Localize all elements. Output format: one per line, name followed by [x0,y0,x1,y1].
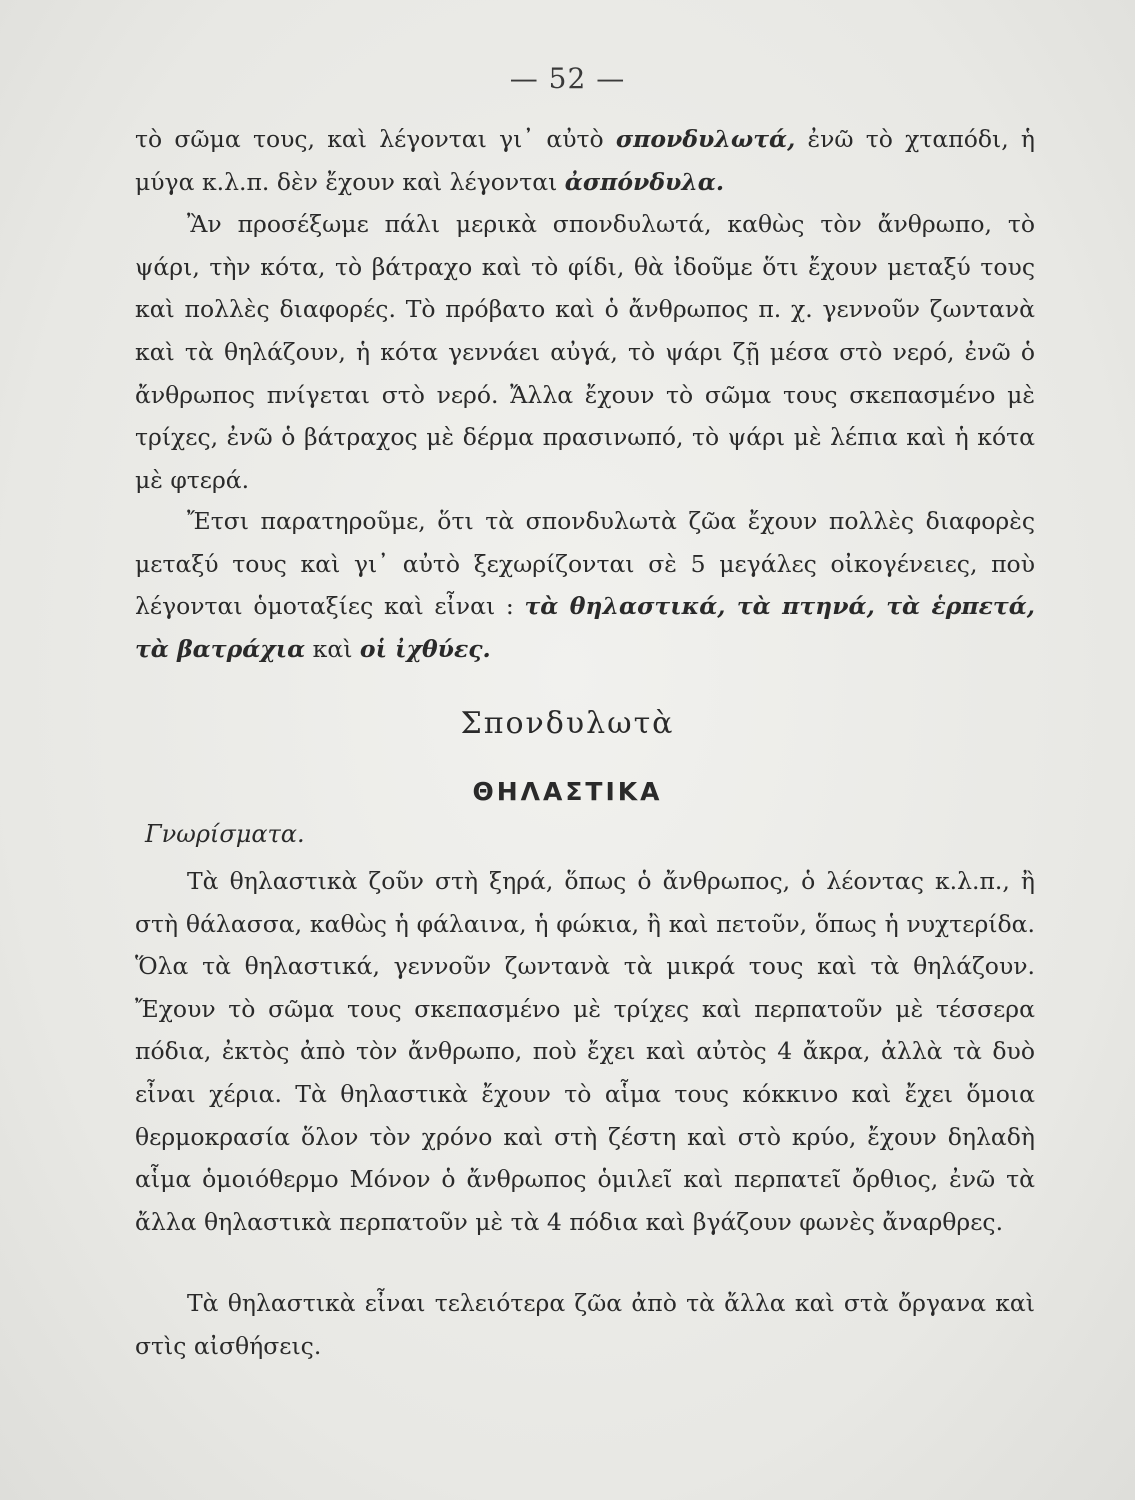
text-span: τὸ σῶμα τους, καὶ λέγονται γι᾽ αὐτὸ [135,125,616,153]
classes-paragraph [135,500,1035,670]
text-span: ἐνῶ τὸ χταπόδι, ἡ μύγα κ.λ.π. δὲν ἔχουν καὶ λέγονται [135,125,1036,196]
closing-paragraph [135,1282,1035,1367]
paragraph-mammals: Τὰ θηλαστικὰ ζοῦν στὴ ξηρά, ὅπως ὁ ἄνθρωπος, ὁ λέοντας κ.λ.π., ἢ στὴ θάλασσα, καθὼς ἡ φάλαινα, ἡ φώκια, ἢ καὶ πετοῦν, ὅπως ἡ νυχτερίδα. Ὅλα τὰ θηλαστικά, γεννοῦν ζωντανὰ τὰ μικρά τους καὶ τὰ θηλάζουν. Ἔχουν τὸ σῶμα τους σκεπασμένο μὲ τρίχες καὶ περπατοῦν μὲ τέσσερα πόδια, ἐκτὸς ἀπὸ τὸν ἄνθρωπο, ποὺ ἔχει καὶ αὐτὸς 4 ἄκρα, ἀλλὰ τὰ δυὸ εἶναι χέρια. Τὰ θηλαστικὰ ἔχουν τὸ αἷμα τους κόκκινο καὶ ἔχει ὅμοια θερμοκρασία ὅλον τὸν χρόνο καὶ στὴ ζέστη καὶ στὸ κρύο, ἔχουν δηλαδὴ αἷμα ὁμοιόθερμο Μόνον ὁ ἄνθρωπος ὁμιλεῖ καὶ περπατεῖ ὄρθιος, ἐνῶ τὰ ἄλλα θηλαστικὰ περπατοῦν μὲ τὰ 4 πόδια καὶ βγάζουν φωνὲς ἄναρθρες. [135,867,1035,1236]
term-fishes: οἱ ἰχθύες. [359,634,491,663]
paragraph-differences: Ἂν προσέξωμε πάλι μερικὰ σπονδυλωτά, καθὼς τὸν ἄνθρωπο, τὸ ψάρι, τὴν κότα, τὸ βάτραχο καὶ τὸ φίδι, θὰ ἰδοῦμε ὅτι ἔχουν μεταξύ τους καὶ πολλὲς διαφορές. Τὸ πρόβατο καὶ ὁ ἄνθρωπος π. χ. γεννοῦν ζωντανὰ καὶ τὰ θηλάζουν, ἡ κότα γεννάει αὐγά, τὸ ψάρι ζῇ μέσα στὸ νερό, ἐνῶ ὁ ἄνθρωπος πνίγεται στὸ νερό. Ἄλλα ἔχουν τὸ σῶμα τους σκεπασμένο μὲ τρίχες, ἐνῶ ὁ βάτραχος μὲ δέρμα πρασινωπό, τὸ ψάρι μὲ λέπια καὶ ἡ κότα μὲ φτερά. [135,210,1035,494]
characteristics-label: Γνωρίσματα. [145,820,305,848]
term-spondylota: σπονδυλωτά, [615,125,796,153]
page-number: — 52 — [509,62,626,95]
opening-paragraph [135,118,1035,501]
mammals-paragraph [135,860,1035,1243]
text-span: Ἔτσι παρατηροῦμε, ὅτι τὰ σπονδυλωτὰ ζῶα ἔχουν πολλὲς διαφορὲς μεταξύ τους καὶ γι᾽ αὐτὸ ξεχωρίζονται σὲ 5 μεγάλες οἰκογένειες, ποὺ λέγονται ὁμοταξίες καὶ εἶναι : [135,507,1035,621]
term-classes: τὰ θηλαστικά, τὰ πτηνά, τὰ ἑρπετά, τὰ βατράχια [135,592,1035,663]
section-title: Σπονδυλωτὰ [460,706,675,741]
term-asponydla: ἀσπόνδυλα. [564,167,725,196]
text-span: καὶ [305,634,360,663]
subsection-title: ΘΗΛΑΣΤΙΚΑ [472,777,663,806]
paragraph-perfection: Τὰ θηλαστικὰ εἶναι τελειότερα ζῶα ἀπὸ τὰ ἄλλα καὶ στὰ ὄργανα καὶ στὶς αἰσθήσεις. [135,1289,1035,1360]
